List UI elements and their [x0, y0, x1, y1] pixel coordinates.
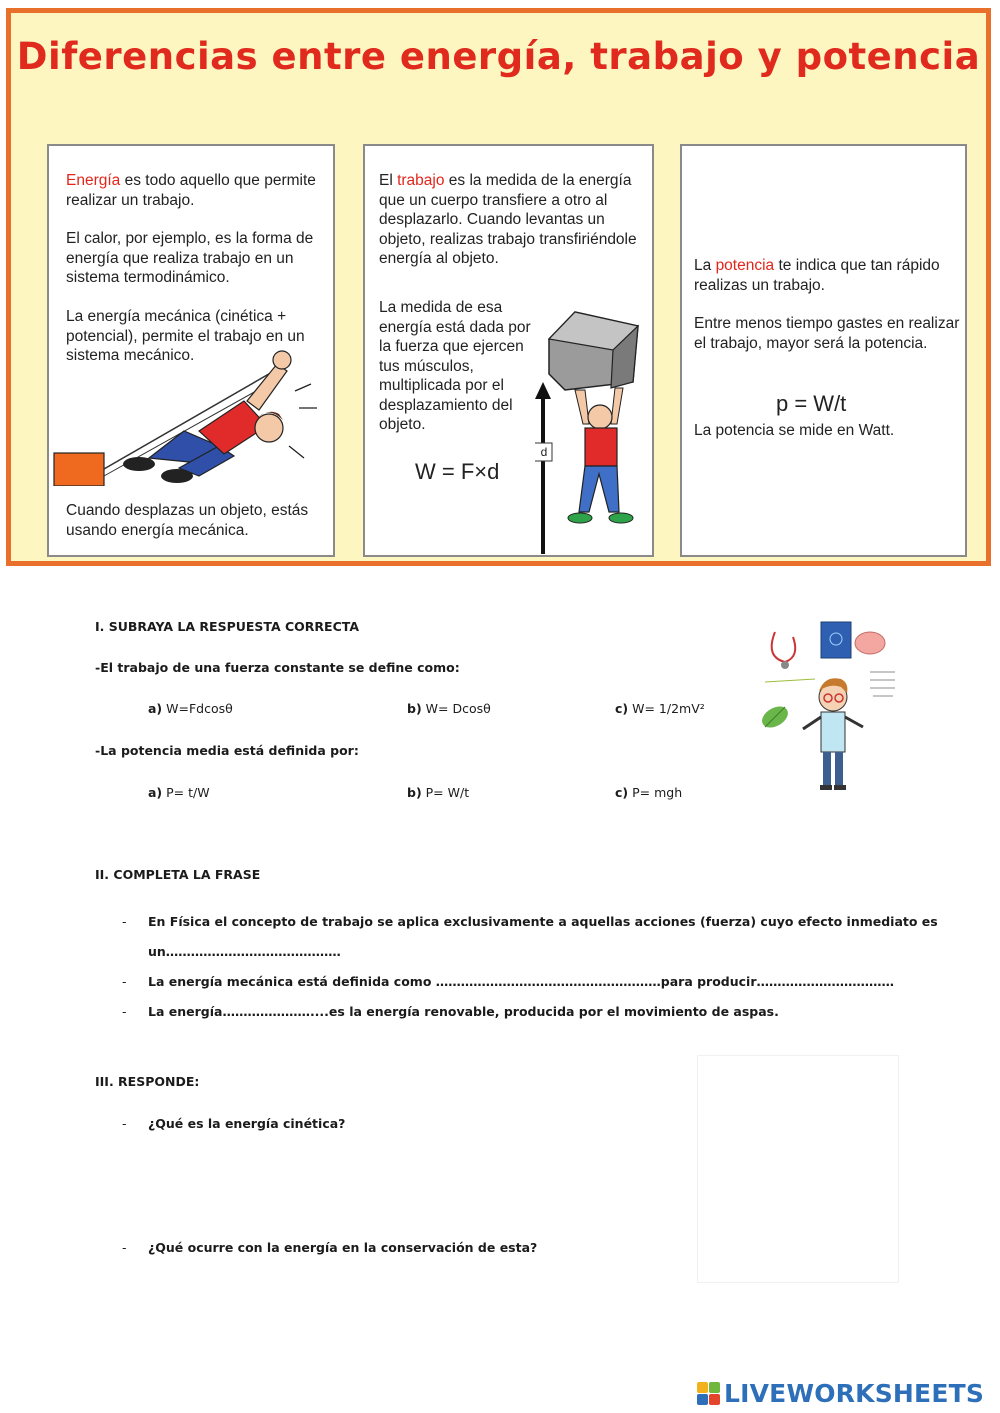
displacement-label: d — [540, 445, 548, 459]
man-pushing-box-illustration — [49, 336, 333, 486]
bullet-dash: - — [122, 914, 127, 929]
q1-option-b[interactable]: b) W= Dcosθ — [407, 701, 491, 716]
bullet-dash: - — [122, 1240, 127, 1255]
power-unit-text: La potencia se mide en Watt. — [694, 422, 895, 439]
fill-item-2[interactable]: La energía mecánica está definida como ………………………………………………para producir…………………………… — [148, 974, 895, 989]
power-card — [680, 144, 967, 557]
power-time-text: Entre menos tiempo gastes en realizar el trabajo, mayor será la potencia. — [694, 315, 960, 352]
answer-input-box[interactable] — [697, 1055, 899, 1283]
energy-term: Energía — [66, 172, 121, 189]
infographic-poster — [6, 8, 991, 566]
work-measure-text: La medida de esa energía está dada por la fuerza que ejercen tus músculos, multiplicada por el desplazamiento del objeto. — [379, 299, 531, 433]
question-2-text: -La potencia media está definida por: — [95, 743, 359, 758]
q2-option-a[interactable]: a) P= t/W — [148, 785, 210, 800]
q1-option-a[interactable]: a) W=Fdcosθ — [148, 701, 233, 716]
man-lifting-block-illustration — [535, 304, 650, 556]
energy-heat-text: El calor, por ejemplo, es la forma de energía que realiza trabajo en un sistema termodinámico. — [66, 230, 314, 286]
section-1-heading: I. SUBRAYA LA RESPUESTA CORRECTA — [95, 619, 360, 634]
liveworksheets-logo-text: LIVEWORKSHEETS — [724, 1378, 985, 1408]
power-term: potencia — [715, 257, 775, 274]
scientist-clipart — [755, 617, 915, 792]
q1-option-c[interactable]: c) W= 1/2mV² — [615, 701, 705, 716]
work-term: trabajo — [397, 172, 445, 189]
q2-option-c[interactable]: c) P= mgh — [615, 785, 683, 800]
question-1-text: -El trabajo de una fuerza constante se define como: — [95, 660, 460, 675]
q2-option-b[interactable]: b) P= W/t — [407, 785, 470, 800]
energy-mechanical-text: La energía mecánica (cinética + potencial), permite el trabajo en un sistema mecánico. — [66, 308, 305, 364]
question-kinetic-energy: ¿Qué es la energía cinética? — [148, 1116, 346, 1131]
power-formula: p = W/t — [776, 391, 847, 416]
liveworksheets-logo — [697, 1378, 984, 1408]
work-formula: W = F×d — [415, 459, 500, 484]
poster-title: Diferencias entre energía, trabajo y potencia — [16, 35, 981, 78]
energy-definition: Energía es todo aquello que permite realizar un trabajo. — [66, 172, 316, 209]
section-2-heading: II. COMPLETA LA FRASE — [95, 867, 261, 882]
question-energy-conservation: ¿Qué ocurre con la energía en la conservación de esta? — [148, 1240, 538, 1255]
work-card — [363, 144, 654, 557]
bullet-dash: - — [122, 1116, 127, 1131]
section-3-heading: III. RESPONDE: — [95, 1074, 200, 1089]
liveworksheets-mark-icon — [697, 1382, 720, 1405]
energy-card — [47, 144, 335, 557]
bullet-dash: - — [122, 974, 127, 989]
fill-item-1-blank[interactable]: un…………………………………… — [148, 944, 341, 959]
power-definition: La potencia te indica que tan rápido realizas un trabajo. — [694, 257, 940, 294]
fill-item-1-line-1: En Física el concepto de trabajo se aplica exclusivamente a aquellas acciones (fuerza) cuyo efecto inmediato es — [148, 914, 938, 929]
fill-item-3[interactable]: La energía…………………....es la energía renovable, producida por el movimiento de aspas. — [148, 1004, 779, 1019]
bullet-dash: - — [122, 1004, 127, 1019]
energy-displacement-text: Cuando desplazas un objeto, estás usando energía mecánica. — [66, 502, 309, 539]
work-definition: El trabajo es la medida de la energía que un cuerpo transfiere a otro al desplazarlo. Cuando levantas un objeto, realizas trabajo transfiriéndole energía al objeto. — [379, 172, 637, 267]
